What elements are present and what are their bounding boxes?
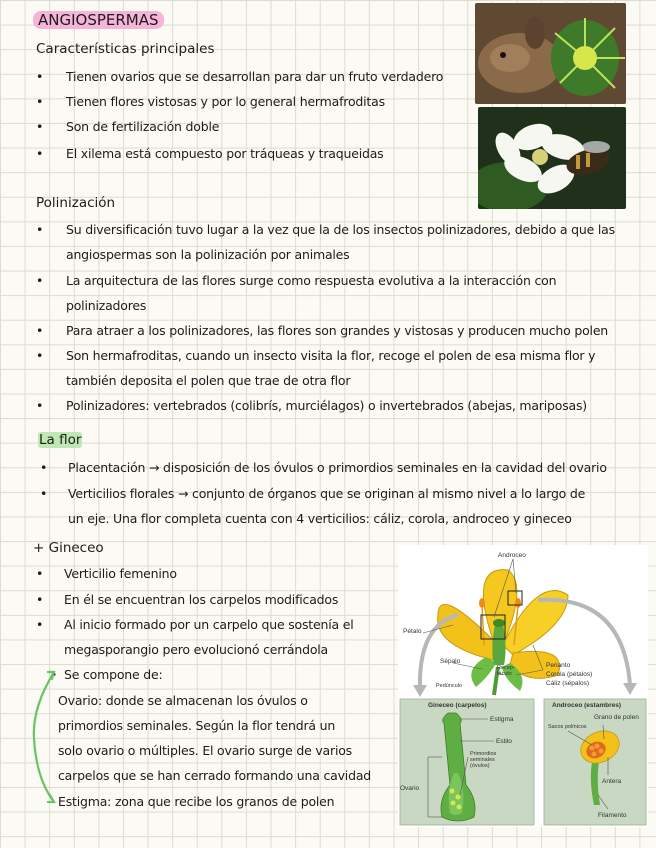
bullet-icon: • (40, 460, 48, 475)
label-estigma: Estigma (490, 716, 514, 723)
bullet-icon: • (36, 69, 44, 84)
bullet-icon: • (36, 566, 44, 581)
label-corola: Corola (pétalos) (546, 671, 593, 678)
gineceo-line-7: primordios seminales. Según la flor tendrá un (58, 718, 336, 733)
polinizacion-line-3: La arquitectura de las flores surge como respuesta evolutiva a la interacción con (66, 273, 557, 288)
caracteristicas-line-4: El xilema está compuesto por tráqueas y traqueidas (66, 146, 384, 161)
bullet-icon: • (36, 146, 44, 161)
bullet-icon: • (36, 119, 44, 134)
caracteristicas-line-2: Tienen flores vistosas y por lo general hermafroditas (66, 94, 385, 109)
polinizacion-line-2: angiospermas son la polinización por animales (66, 247, 350, 262)
gineceo-line-8: solo ovario o múltiples. El ovario surge de varios (58, 743, 352, 758)
polinizacion-line-1: Su diversificación tuvo lugar a la vez que la de los insectos polinizadores, debido a que las (66, 222, 615, 237)
flower-diagram (398, 545, 648, 827)
bullet-icon: • (36, 94, 44, 109)
bullet-icon: • (50, 667, 58, 682)
section-heading-polinizacion: Polinización (36, 195, 116, 211)
label-caliz: Cáliz (sépalos) (546, 680, 589, 687)
gineceo-line-3: Al inicio formado por un carpelo que sostenía el (64, 617, 354, 632)
label-antera: Antera (602, 778, 622, 785)
gineceo-line-10: Estigma: zona que recibe los granos de polen (58, 794, 335, 809)
bat-pollinator-photo (475, 3, 626, 104)
gineceo-line-5: Se compone de: (64, 667, 163, 682)
label-perianto: Perianto (546, 662, 571, 669)
gineceo-line-6: Ovario: donde se almacenan los óvulos o (58, 693, 308, 708)
label-filamento: Filamento (598, 812, 627, 819)
label-ovario: Ovario (400, 785, 420, 792)
gineceo-line-4: megasporangio pero evolucionó cerrándola (64, 642, 329, 657)
gineceo-line-2: En él se encuentran los carpelos modificados (64, 592, 339, 607)
label-estilo: Estilo (496, 738, 512, 745)
bullet-icon: • (36, 222, 44, 237)
label-primordios: Primordios seminales (óvulos) (470, 751, 497, 770)
flor-line-1: Placentación → disposición de los óvulos o primordios seminales en la cavidad del ovario (68, 460, 607, 475)
bullet-icon: • (36, 348, 44, 363)
gineceo-line-9: carpelos que se han cerrado formando una cavidad (58, 768, 372, 783)
label-petalo: Pétalo (403, 628, 422, 635)
polinizacion-line-5: Para atraer a los polinizadores, las flores son grandes y vistosas y producen mucho polen (66, 323, 609, 338)
label-androceo: Androceo (498, 552, 526, 559)
label-sepalo: Sépalo (440, 658, 461, 665)
polinizacion-line-6: Son hermafroditas, cuando un insecto visita la flor, recoge el polen de esa misma flor y (66, 348, 596, 363)
section-heading-flor: La flor (39, 432, 82, 448)
bullet-icon: • (36, 273, 44, 288)
bracket-arrow-icon (28, 668, 64, 810)
label-pedunculo: Pedúnculo (436, 683, 462, 689)
label-gineceo-panel: Gineceo (carpelos) (428, 702, 487, 709)
bullet-icon: • (40, 486, 48, 501)
label-grano-polen: Grano de polen (594, 714, 639, 721)
bee-flower-photo (478, 107, 626, 209)
section-heading-caracteristicas: Características principales (36, 41, 215, 57)
bullet-icon: • (36, 398, 44, 413)
polinizacion-line-8: Polinizadores: vertebrados (colibrís, murciélagos) o invertebrados (abejas, mariposas) (66, 398, 587, 413)
caracteristicas-line-1: Tienen ovarios que se desarrollan para dar un fruto verdadero (66, 69, 444, 84)
polinizacion-line-4: polinizadores (66, 298, 147, 313)
caracteristicas-line-3: Son de fertilización doble (66, 119, 220, 134)
flor-line-2: Verticilios florales → conjunto de órganos que se originan al mismo nivel a lo largo de (68, 486, 586, 501)
gineceo-line-1: Verticilio femenino (64, 566, 177, 581)
flor-line-3: un eje. Una flor completa cuenta con 4 verticilios: cáliz, corola, androceo y gineceo (68, 511, 572, 526)
label-androceo-panel: Androceo (estambres) (552, 702, 621, 709)
section-heading-gineceo: + Gineceo (33, 540, 104, 556)
bullet-icon: • (36, 592, 44, 607)
polinizacion-line-7: también deposita el polen que trae de otra flor (66, 373, 351, 388)
label-receptaculo: Recep-táculo (497, 665, 515, 678)
bullet-icon: • (36, 617, 44, 632)
label-sacos-polinicos: Sacos polínicos (548, 724, 587, 730)
page-title: ANGIOSPERMAS (33, 11, 164, 29)
bullet-icon: • (36, 323, 44, 338)
